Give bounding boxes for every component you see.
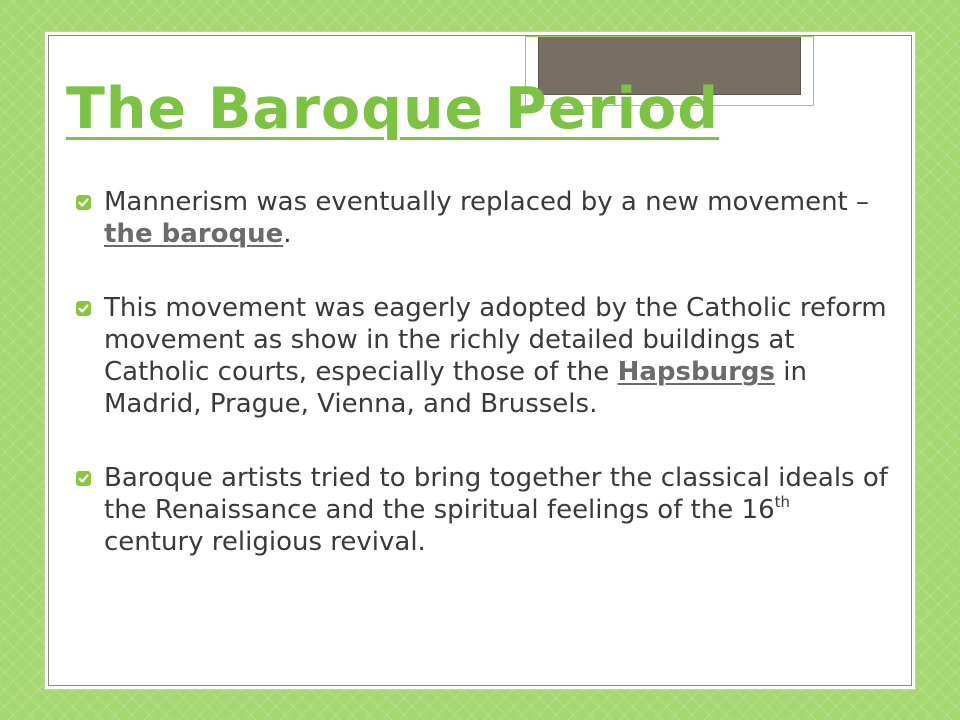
bullet-item-catholic-reform <box>76 292 896 420</box>
bullet-text-end: in Madrid, Prague, Vienna, and Brussels. <box>104 357 807 419</box>
superscript-th: th <box>774 493 791 511</box>
bullet-text: Mannerism was eventually replaced by a new movement – <box>104 187 870 217</box>
bullet-text: Baroque artists tried to bring together the classical ideals of the Renaissance and the spiritual feelings of the 16 <box>104 463 888 525</box>
rounded-square-check-bullet-icon <box>76 301 91 316</box>
rounded-square-check-bullet-icon <box>76 471 91 486</box>
bullet-item-mannerism <box>76 186 896 250</box>
bullet-text-end: century religious revival. <box>104 527 426 557</box>
emphasis-hapsburgs: Hapsburgs <box>617 357 775 387</box>
bullet-list <box>76 186 896 558</box>
slide-title: The Baroque Period <box>66 76 720 142</box>
bullet-text: This movement was eagerly adopted by the Catholic reform movement as show in the richly detailed buildings at Catholic courts, especially those of the <box>104 293 887 387</box>
rounded-square-check-bullet-icon <box>76 195 91 210</box>
emphasis-the-baroque: the baroque <box>104 219 284 249</box>
bullet-text-end: . <box>283 219 292 249</box>
bullet-item-baroque-artists <box>76 462 896 558</box>
